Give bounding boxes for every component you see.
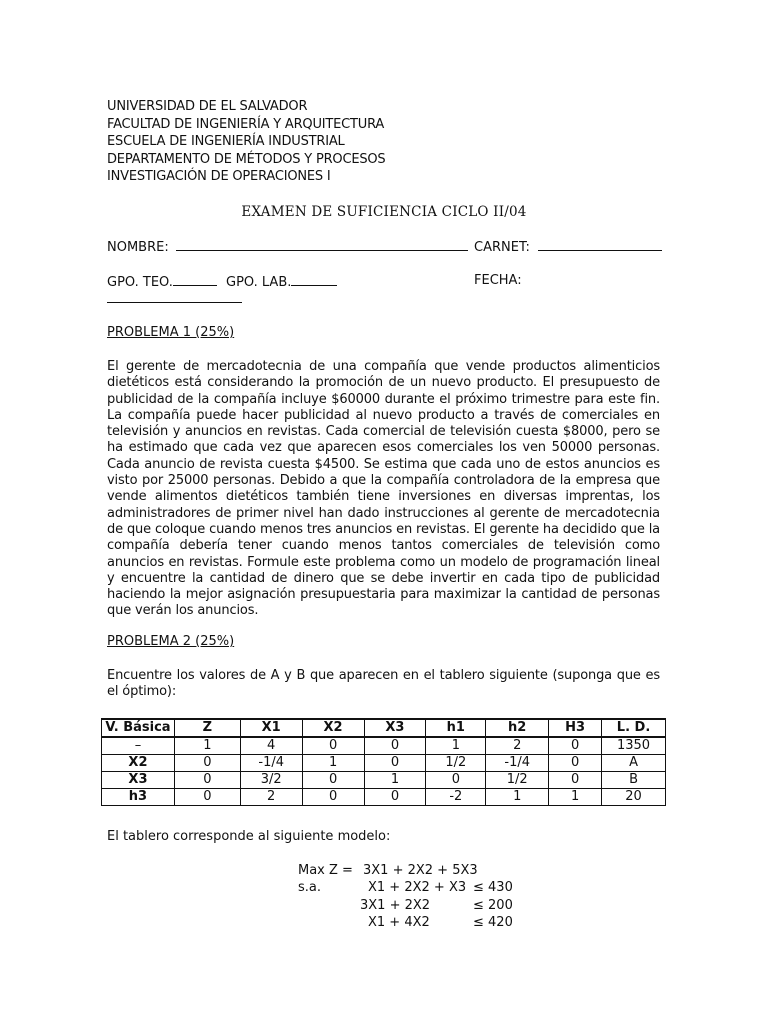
table-cell: 1/2: [426, 755, 486, 772]
table-cell: A: [602, 755, 666, 772]
table-cell: 1: [426, 737, 486, 755]
gpo-teo-row: [107, 273, 217, 290]
constraint3-rhs: ≤ 420: [473, 915, 513, 930]
col-header-h1: h1: [426, 719, 486, 737]
simplex-tableau: [101, 718, 666, 806]
table-cell: 0: [174, 755, 240, 772]
header-line-school: ESCUELA DE INGENIERÍA INDUSTRIAL: [107, 134, 345, 149]
gpo-lab-label: GPO. LAB.: [226, 275, 292, 290]
table-cell: -1/4: [486, 755, 549, 772]
nombre-row: [107, 238, 468, 255]
carnet-field[interactable]: [538, 238, 662, 251]
constraint2-rhs: ≤ 200: [473, 898, 513, 913]
table-cell: 3/2: [240, 772, 302, 789]
table-cell: 0: [364, 737, 426, 755]
table-cell: 2: [240, 789, 302, 806]
col-header-x1: X1: [240, 719, 302, 737]
carnet-row: [474, 238, 662, 255]
problem2-intro: Encuentre los valores de A y B que aparecen en el tablero siguiente (suponga que es el óptimo):: [107, 668, 660, 700]
table-cell: B: [602, 772, 666, 789]
gpo-lab-row: [226, 273, 337, 290]
constraint1-rhs: ≤ 430: [473, 880, 513, 895]
table-cell: 1: [174, 737, 240, 755]
constraint1-expression: X1 + 2X2 + X3: [368, 880, 467, 895]
problem2-heading: PROBLEMA 2 (25%): [107, 634, 235, 649]
objective-expression: 3X1 + 2X2 + 5X3: [363, 863, 478, 878]
table-cell: 1: [302, 755, 364, 772]
table-cell: 0: [364, 789, 426, 806]
table-cell: X2: [102, 755, 175, 772]
table-row: [102, 755, 666, 772]
table-cell: 20: [602, 789, 666, 806]
header-line-university: UNIVERSIDAD DE EL SALVADOR: [107, 99, 308, 114]
table-cell: -1/4: [240, 755, 302, 772]
col-header-h2: h2: [486, 719, 549, 737]
col-header-ld: L. D.: [602, 719, 666, 737]
table-cell: h3: [102, 789, 175, 806]
institution-header: [107, 98, 386, 186]
fecha-line-row: [107, 290, 242, 307]
gpo-lab-field[interactable]: [291, 273, 337, 286]
problem1-heading: PROBLEMA 1 (25%): [107, 325, 235, 340]
table-cell: 0: [549, 737, 602, 755]
exam-title: EXAMEN DE SUFICIENCIA CICLO II/04: [241, 204, 527, 220]
table-cell: 0: [302, 737, 364, 755]
model-intro: El tablero corresponde al siguiente modelo:: [107, 829, 391, 844]
col-header-x3: X3: [364, 719, 426, 737]
header-line-department: DEPARTAMENTO DE MÉTODOS Y PROCESOS: [107, 151, 386, 167]
tableau-header-row: [102, 719, 666, 737]
col-header-x2: X2: [302, 719, 364, 737]
constraint2-expression: 3X1 + 2X2: [360, 898, 431, 913]
col-header-h3: H3: [549, 719, 602, 737]
gpo-teo-field[interactable]: [173, 273, 217, 286]
table-cell: 0: [174, 772, 240, 789]
nombre-label: NOMBRE:: [107, 240, 169, 255]
table-cell: 0: [174, 789, 240, 806]
table-cell: 0: [364, 755, 426, 772]
table-row: [102, 772, 666, 789]
table-cell: 0: [549, 772, 602, 789]
header-line-course: INVESTIGACIÓN DE OPERACIONES I: [107, 169, 331, 184]
nombre-field[interactable]: [176, 238, 468, 251]
col-header-z: Z: [174, 719, 240, 737]
table-cell: -2: [426, 789, 486, 806]
header-line-faculty: FACULTAD DE INGENIERÍA Y ARQUITECTURA: [107, 116, 385, 132]
table-cell: X3: [102, 772, 175, 789]
table-cell: 0: [549, 755, 602, 772]
table-row: [102, 737, 666, 755]
objective-label: Max Z =: [298, 863, 353, 878]
table-cell: 1350: [602, 737, 666, 755]
carnet-label: CARNET:: [474, 240, 530, 255]
table-cell: 1: [549, 789, 602, 806]
table-row: [102, 789, 666, 806]
table-cell: 0: [302, 789, 364, 806]
subject-to-label: s.a.: [298, 880, 322, 895]
problem1-text: El gerente de mercadotecnia de una compañía que vende productos alimenticios dietéticos está considerando la promoción de un nuevo producto. El presupuesto de publicidad de la compañía incluye $60000 durante el próximo trimestre para este fin. La compañía puede hacer publicidad al nuevo producto a través de comerciales en televisión y anuncios en revistas. Cada comercial de televisión cuesta $8000, pero se ha estimado que cada vez que aparecen esos comerciales los ven 50000 personas. Cada anuncio de revista cuesta $4500. Se estima que cada uno de estos anuncios es visto por 25000 personas. Debido a que la compañía controladora de la empresa que vende alimentos dietéticos también tiene inversiones en diversas imprentas, los administradores de primer nivel han dado instrucciones al gerente de mercadotecnia de que coloque cuando menos tres anuncios en revistas. El gerente ha decidido que la compañía debería tener cuando menos tantos comerciales de televisión como anuncios en revistas. Formule este problema como un modelo de programación lineal y encuentre la cantidad de dinero que se debe invertir en cada tipo de publicidad haciendo la mejor asignación presupuestaria para maximizar la cantidad de personas que verán los anuncios.: [107, 359, 660, 619]
table-cell: 1: [364, 772, 426, 789]
table-cell: 0: [302, 772, 364, 789]
table-cell: 0: [426, 772, 486, 789]
table-cell: –: [102, 737, 175, 755]
fecha-row: [474, 273, 522, 288]
table-cell: 4: [240, 737, 302, 755]
col-header-basic: V. Básica: [102, 719, 175, 737]
constraint3-expression: X1 + 4X2: [368, 915, 430, 930]
gpo-teo-label: GPO. TEO.: [107, 275, 173, 290]
table-cell: 1/2: [486, 772, 549, 789]
fecha-field[interactable]: [107, 290, 242, 303]
table-cell: 2: [486, 737, 549, 755]
table-cell: 1: [486, 789, 549, 806]
fecha-label: FECHA:: [474, 273, 522, 288]
